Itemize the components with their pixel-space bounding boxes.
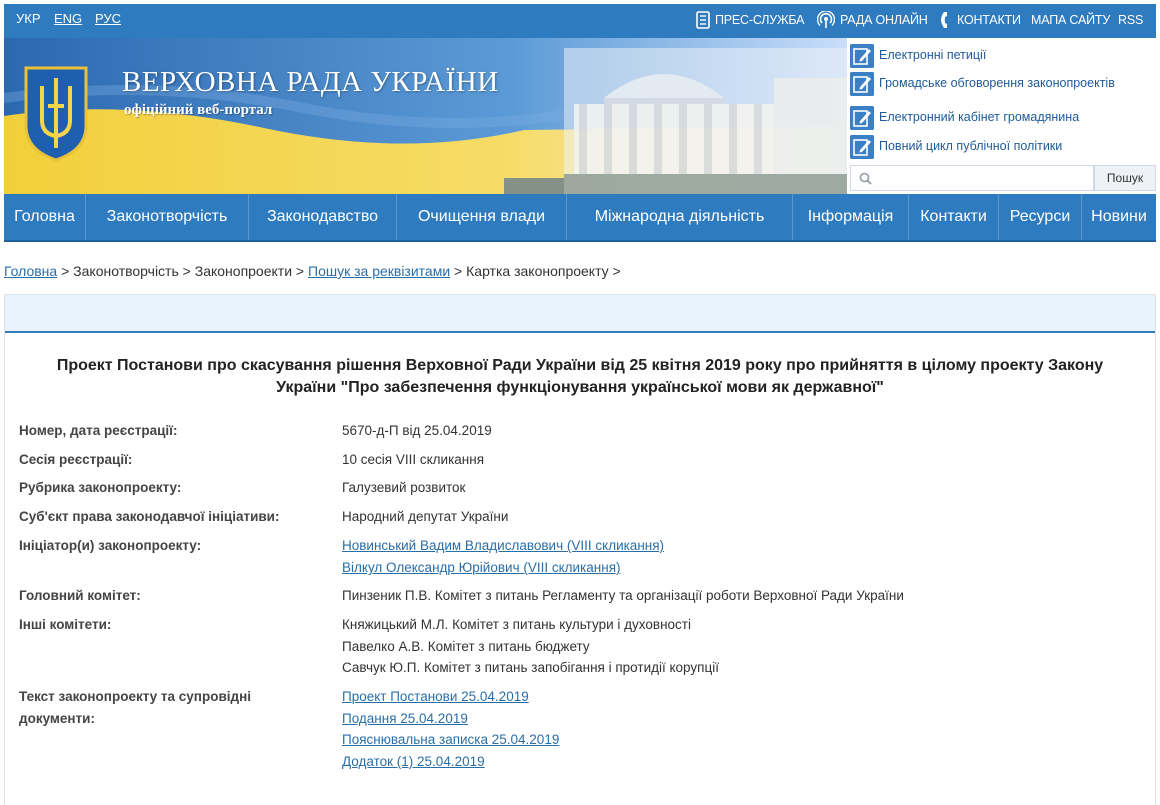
subject-label: Суб'єкт права законодавчої ініціативи: bbox=[19, 509, 280, 524]
rubric-value: Галузевий розвиток bbox=[342, 480, 466, 495]
bill-card bbox=[4, 294, 1156, 805]
documents-label-cont: документи: bbox=[19, 711, 95, 726]
nav-lustration[interactable]: Очищення влади bbox=[397, 194, 567, 240]
breadcrumb-lawmaking: Законотворчість bbox=[73, 263, 179, 279]
site-title[interactable]: ВЕРХОВНА РАДА УКРАЇНИ bbox=[122, 66, 499, 98]
edit-icon bbox=[850, 106, 874, 130]
quick-link-public-discussion[interactable] bbox=[850, 72, 1156, 96]
breadcrumb: Головна > Законотворчість > Законопроекти > Пошук за реквізитами > Картка законопроекту > bbox=[4, 263, 621, 279]
header-banner bbox=[4, 38, 847, 194]
documents-label: Текст законопроекту та супровідні bbox=[19, 689, 251, 704]
other-committee: Павелко А.В. Комітет з питань бюджету bbox=[342, 639, 590, 654]
edit-icon bbox=[850, 72, 874, 96]
rada-online-link[interactable]: РАДА ОНЛАЙН bbox=[840, 13, 928, 27]
contacts-link[interactable]: КОНТАКТИ bbox=[957, 13, 1021, 27]
search-icon bbox=[859, 172, 872, 185]
search-input[interactable] bbox=[875, 169, 1087, 187]
top-bar bbox=[4, 4, 1156, 38]
edit-icon bbox=[850, 44, 874, 68]
document-link[interactable]: Подання 25.04.2019 bbox=[342, 711, 468, 726]
lang-ukr[interactable]: УКР bbox=[16, 11, 41, 26]
other-committees-label: Інші комітети: bbox=[19, 617, 112, 632]
main-nav bbox=[4, 194, 1156, 242]
search-bar bbox=[850, 165, 1156, 191]
card-header bbox=[5, 295, 1155, 333]
main-committee-value: Пинзеник П.В. Комітет з питань Регламенту та організації роботи Верховної Ради України bbox=[342, 588, 904, 603]
nav-information[interactable]: Інформація bbox=[793, 194, 909, 240]
nav-news[interactable]: Новини bbox=[1091, 208, 1147, 225]
session-label: Сесія реєстрації: bbox=[19, 452, 133, 467]
registration-label: Номер, дата реєстрації: bbox=[19, 423, 178, 438]
quick-link-label: Електронний кабінет громадянина bbox=[879, 110, 1080, 124]
document-link[interactable]: Проект Постанови 25.04.2019 bbox=[342, 689, 529, 704]
initiators-label: Ініціатор(и) законопроекту: bbox=[19, 538, 202, 553]
quick-link-label: Громадське обговорення законопроектів bbox=[879, 76, 1115, 90]
bill-title: Проект Постанови про скасування рішення Верховної Ради України від 25 квітня 2019 року про прийняття в цілому проекту Закону України "Про забезпечення функціонування української мови як державної" bbox=[56, 357, 1104, 396]
other-committee: Савчук Ю.П. Комітет з питань запобігання і протидії корупції bbox=[342, 660, 719, 675]
quick-link-label: Електронні петиції bbox=[879, 48, 987, 62]
broadcast-icon bbox=[817, 11, 835, 29]
nav-international[interactable]: Міжнародна діяльність bbox=[567, 194, 793, 240]
phone-icon bbox=[940, 11, 952, 29]
rubric-label: Рубрика законопроекту: bbox=[19, 480, 182, 495]
document-link[interactable]: Додаток (1) 25.04.2019 bbox=[342, 754, 485, 769]
rss-link[interactable]: RSS bbox=[1118, 13, 1144, 27]
press-service-link[interactable]: ПРЕС-СЛУЖБА bbox=[715, 13, 805, 27]
nav-lawmaking[interactable]: Законотворчість bbox=[86, 194, 249, 240]
nav-resources[interactable]: Ресурси bbox=[999, 194, 1082, 240]
session-value: 10 сесія VIII скликання bbox=[342, 452, 485, 467]
sitemap-link[interactable]: МАПА САЙТУ bbox=[1031, 13, 1111, 27]
lang-rus[interactable]: РУС bbox=[95, 11, 122, 26]
breadcrumb-bills: Законопроекти bbox=[194, 263, 293, 279]
lang-eng[interactable]: ENG bbox=[54, 11, 83, 26]
nav-legislation[interactable]: Законодавство bbox=[249, 194, 397, 240]
site-subtitle: офіційний веб-портал bbox=[124, 102, 273, 118]
registration-value: 5670-д-П від 25.04.2019 bbox=[342, 423, 492, 438]
quick-link-label: Повний цикл публічної політики bbox=[879, 139, 1063, 153]
document-link[interactable]: Пояснювальна записка 25.04.2019 bbox=[342, 732, 560, 747]
quick-link-policy-cycle[interactable] bbox=[850, 135, 1156, 159]
initiator-link[interactable]: Вілкул Олександр Юрійович (VIII скликання) bbox=[342, 560, 621, 575]
quick-link-citizen-cabinet[interactable] bbox=[850, 106, 1156, 130]
nav-home[interactable]: Головна bbox=[4, 194, 86, 240]
breadcrumb-card: Картка законопроекту bbox=[466, 263, 609, 279]
coat-of-arms-icon bbox=[22, 64, 90, 162]
breadcrumb-search[interactable]: Пошук за реквізитами bbox=[308, 263, 451, 279]
initiator-link[interactable]: Новинський Вадим Владиславович (VIII скликання) bbox=[342, 538, 665, 553]
other-committee: Княжицький М.Л. Комітет з питань культури і духовності bbox=[342, 617, 691, 632]
edit-icon bbox=[850, 135, 874, 159]
search-button[interactable]: Пошук bbox=[1094, 165, 1156, 191]
breadcrumb-home[interactable]: Головна bbox=[4, 263, 58, 279]
main-committee-label: Головний комітет: bbox=[19, 588, 141, 603]
nav-contacts[interactable]: Контакти bbox=[909, 194, 999, 240]
quick-link-petitions[interactable] bbox=[850, 44, 1156, 68]
search-field[interactable] bbox=[850, 165, 1094, 191]
subject-value: Народний депутат України bbox=[342, 509, 509, 524]
newspaper-icon bbox=[695, 11, 711, 29]
